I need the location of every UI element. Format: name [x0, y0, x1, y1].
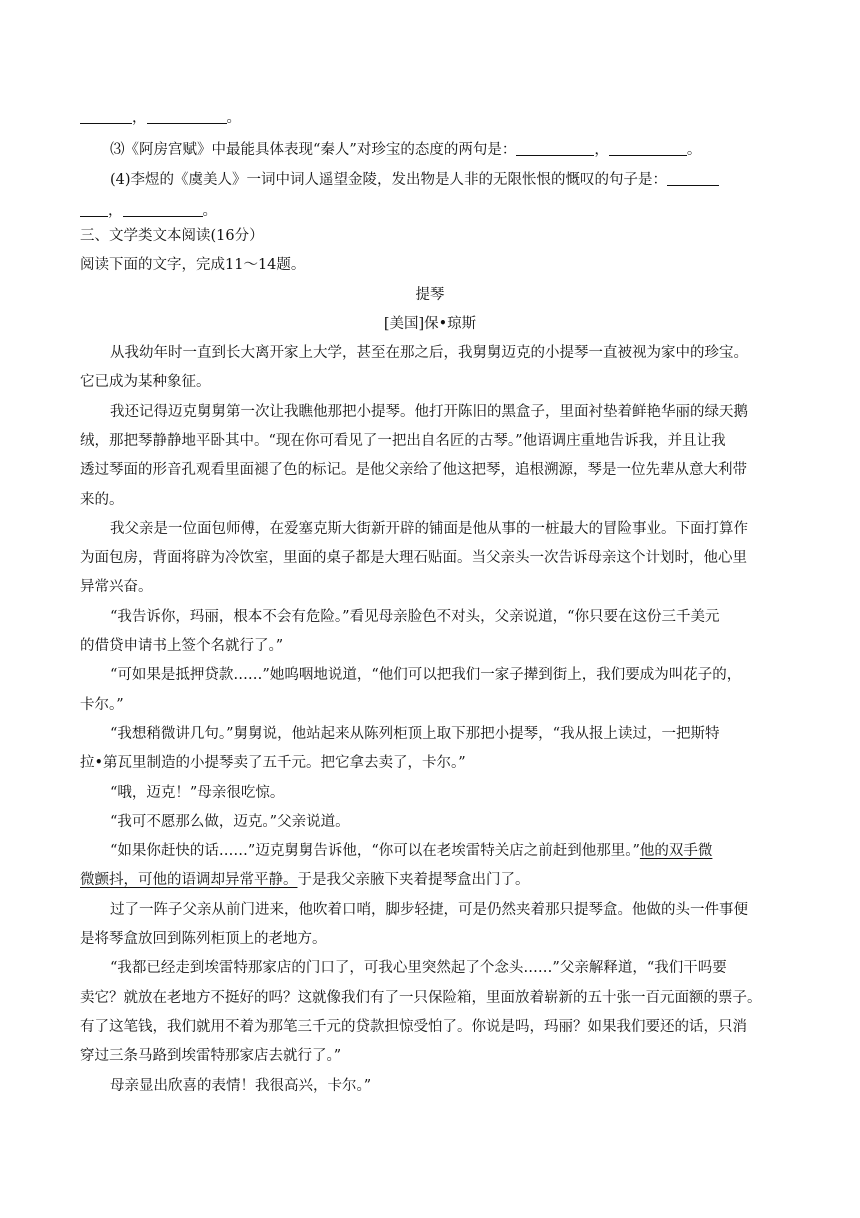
text-segment: 过了一阵子父亲从前门进来，他吹着口哨，脚步轻捷，可是仍然夹着那只提琴盒。他做的头一件事便: [110, 902, 748, 918]
answer-blank: [147, 109, 227, 124]
text-line: [80, 577, 785, 597]
text-line: [110, 841, 785, 861]
text-segment: 我父亲是一位面包师傅，在爱塞克斯大街新开辟的铺面是他从事的一桩最大的冒险事业。下面打算作: [110, 521, 748, 537]
text-segment: 为面包房，背面将辟为冷饮室，里面的桌子都是大理石贴面。当父亲头一次告诉母亲这个计划时，他心里: [80, 550, 747, 566]
answer-blank: [609, 141, 687, 156]
text-line: [110, 1076, 785, 1096]
text-segment: 它已成为某种象征。: [80, 374, 211, 390]
text-segment: “我可不愿那么做，迈克。”父亲说道。: [110, 814, 350, 830]
text-segment: “哦，迈克！”母亲很吃惊。: [110, 785, 285, 801]
text-segment: 卖它？就放在老地方不挺好的吗？这就像我们有了一只保险箱，里面放着崭新的五十张一百元面额的票子。: [80, 990, 762, 1006]
text-segment: “我告诉你，玛丽，根本不会有危险。”看见母亲脸色不对头，父亲说道，“你只要在这份三千美元: [110, 609, 720, 625]
text-segment: 提琴: [415, 287, 445, 303]
text-segment: 是将琴盒放回到陈列柜顶上的老地方。: [80, 931, 327, 947]
text-line: [110, 140, 785, 160]
text-segment: 来的。: [80, 492, 124, 508]
text-segment: 。: [226, 110, 241, 126]
text-segment: “如果你赶快的话……”迈克舅舅告诉他，“你可以在老埃雷特关店之前赶到他那里。”: [110, 843, 640, 859]
text-line: [110, 343, 785, 363]
text-segment: 从我幼年时一直到长大离开家上大学，甚至在那之后，我舅舅迈克的小提琴一直被视为家中的珍宝。: [110, 345, 748, 361]
text-segment: 异常兴奋。: [80, 579, 153, 595]
answer-blank: [667, 171, 719, 186]
text-segment: 三、文学类文本阅读(16分）: [80, 228, 264, 244]
text-segment: “我想稍微讲几句。”舅舅说，他站起来从陈列柜顶上取下那把小提琴，“我从报上读过，一把斯特: [110, 726, 720, 742]
text-segment: 透过琴面的形音孔观看里面褪了色的标记。是他父亲给了他这把琴，追根溯源，琴是一位先辈从意大利带: [80, 462, 747, 478]
text-segment: 有了这笔钱，我们就用不着为那笔三千元的贷款担惊受怕了。你说是吗，玛丽？如果我们要还的话，只消: [80, 1019, 747, 1035]
text-segment: 母亲显出欣喜的表情！我很高兴，卡尔。”: [110, 1078, 372, 1094]
text-line: [80, 753, 785, 773]
text-line: [110, 519, 785, 539]
text-line: [80, 636, 785, 656]
text-segment: 绒，那把琴静静地平卧其中。“现在你可看见了一把出自名匠的古琴。”他语调庄重地告诉我，并且让我: [80, 433, 726, 449]
text-line: [80, 870, 785, 890]
text-segment: 的借贷申请书上签个名就行了。”: [80, 638, 284, 654]
text-line: [80, 929, 785, 949]
text-line: [110, 665, 785, 685]
text-line: [80, 490, 785, 510]
text-segment: ⑶《阿房宫赋》中最能具体表现“秦人”对珍宝的态度的两句是：: [110, 142, 517, 158]
text-line: [110, 958, 785, 978]
text-line: [110, 607, 785, 627]
text-line: [0, 314, 860, 334]
text-line: [0, 285, 860, 305]
answer-blank: [80, 109, 132, 124]
text-segment: 。: [202, 203, 217, 219]
text-line: [80, 201, 785, 221]
text-segment: [美国]保•琼斯: [383, 316, 477, 332]
text-segment: 我还记得迈克舅舅第一次让我瞧他那把小提琴。他打开陈旧的黑盒子，里面衬垫着鲜艳华丽的绿天鹅: [110, 404, 748, 420]
text-line: [80, 548, 785, 568]
text-line: [80, 431, 785, 451]
text-line: [80, 695, 785, 715]
underlined-text: 他的双手微: [639, 843, 713, 859]
answer-blank: [123, 202, 203, 217]
text-segment: 。: [686, 142, 702, 158]
answer-blank: [80, 202, 108, 217]
text-segment: 于是我父亲腋下夹着提琴盒出门了。: [297, 872, 530, 888]
underlined-text: 微颤抖，可他的语调却异常平静。: [80, 872, 298, 888]
text-line: [80, 226, 785, 246]
text-line: [110, 900, 785, 920]
text-line: [110, 724, 785, 744]
text-segment: 卡尔。”: [80, 697, 124, 713]
text-segment: “我都已经走到埃雷特那家店的门口了，可我心里突然起了个念头……”父亲解释道，“我们干吗要: [110, 960, 727, 976]
text-line: [80, 108, 785, 128]
text-line: [110, 812, 785, 832]
text-segment: 阅读下面的文字，完成11～14题。: [80, 257, 306, 273]
text-line: [110, 170, 785, 190]
text-segment: ，: [108, 203, 123, 219]
text-line: [80, 1017, 785, 1037]
text-line: [80, 460, 785, 480]
text-line: [80, 988, 785, 1008]
text-segment: 拉•第瓦里制造的小提琴卖了五千元。把它拿去卖了，卡尔。”: [80, 755, 466, 771]
text-line: [110, 402, 785, 422]
text-line: [110, 783, 785, 803]
text-segment: 穿过三条马路到埃雷特那家店去就行了。”: [80, 1048, 342, 1064]
text-segment: (4)李煜的《虞美人》一词中词人遥望金陵，发出物是人非的无限怅恨的慨叹的句子是：: [110, 172, 668, 188]
text-line: [80, 255, 785, 275]
text-line: [80, 372, 785, 392]
text-segment: ，: [594, 142, 609, 158]
text-segment: ，: [132, 110, 147, 126]
text-line: [80, 1046, 785, 1066]
answer-blank: [516, 141, 594, 156]
text-segment: “可如果是抵押贷款……”她呜咽地说道，“他们可以把我们一家子撵到街上，我们要成为叫花子的，: [110, 667, 742, 683]
